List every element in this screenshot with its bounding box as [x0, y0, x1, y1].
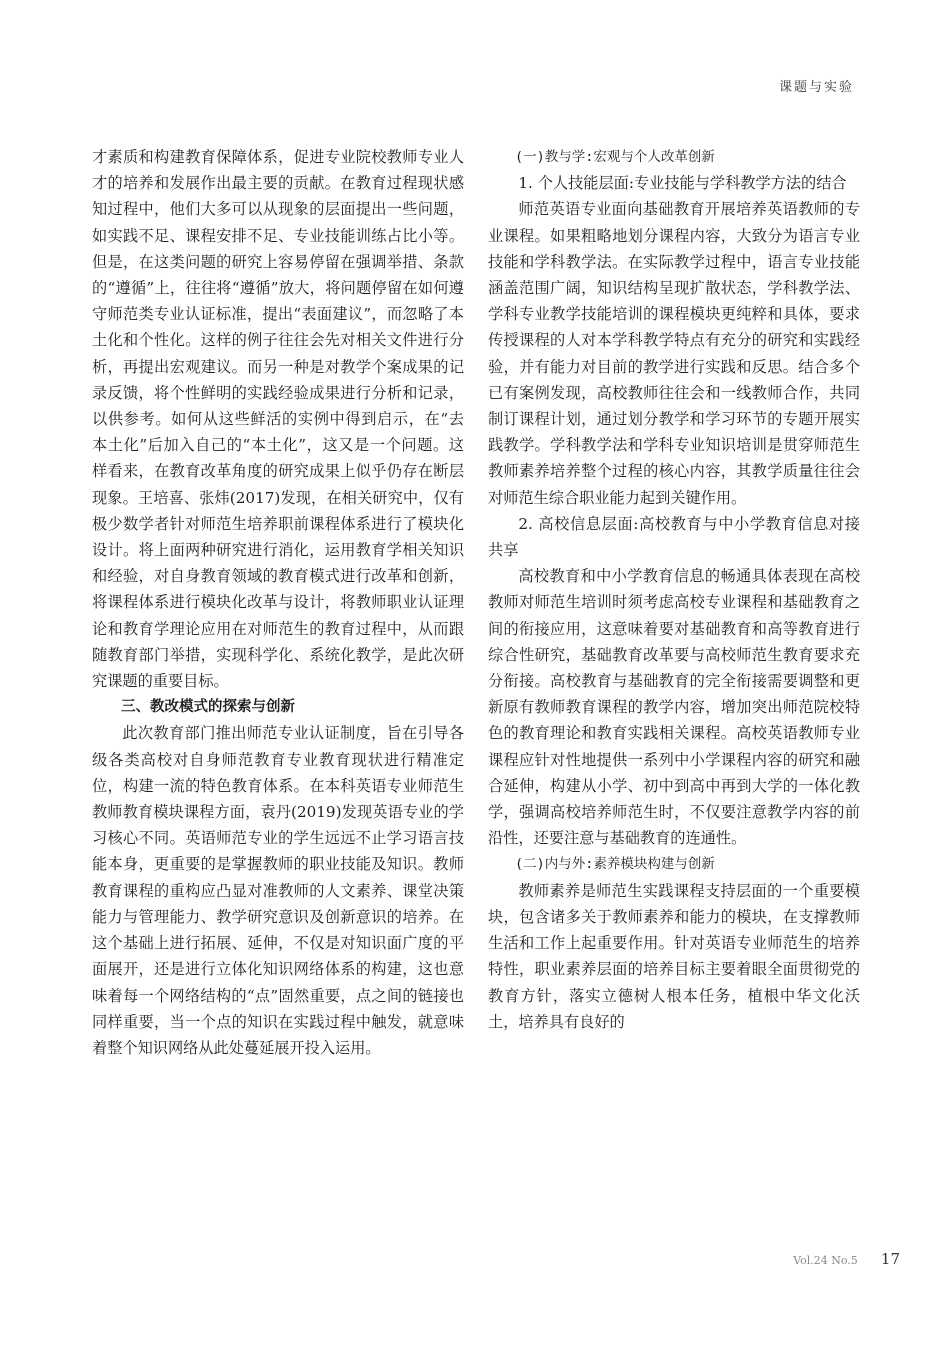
subsection-heading: (二)内与外:素养模块构建与创新 [515, 856, 715, 873]
right-column [488, 144, 860, 1035]
paragraph: 师范英语专业面向基础教育开展培养英语教师的专业课程。如果粗略地划分课程内容，大致分为语言专业技能和学科教学法。在实际教学过程中，语言专业技能涵盖范围广阔，知识结构呈现扩散状态，学科教学法、学科专业教学技能培训的课程模块更纯粹和具体，要求传授课程的人对本学科教学特点有充分的研究和实践经验，并有能力对目前的教学进行实践和反思。结合多个已有案例发现，高校教师往往会和一线教师合作，共同制订课程计划，通过划分教学和学习环节的专题开展实践教学。学科教学法和学科专业知识培训是贯穿师范生教师素养培养整个过程的核心内容，其教学质量往往会对师范生综合职业能力起到关键作用。 [488, 200, 860, 507]
section-title: 三、教改模式的探索与创新 [121, 699, 295, 716]
paragraph: 高校教育和中小学教育信息的畅通具体表现在高校教师对师范生培训时须考虑高校专业课程和基础教育之间的衔接应用，这意味着要对基础教育和高等教育进行综合性研究，基础教育改革要与高校师范生教育要求充分衔接。高校教育与基础教育的完全衔接需要调整和更新原有教师教育课程的教学内容，增加突出师范院校特色的教育理论和教育实践相关课程。高校英语教师专业课程应针对性地提供一系列中小学课程内容的研究和融合延伸，构建从小学、初中到高中再到大学的一体化教学，强调高校培养师范生时，不仅要注意教学内容的前沿性，还要注意与基础教育的连通性。 [488, 567, 860, 848]
page-footer [793, 1249, 900, 1268]
volume-issue: Vol.24 No.5 [793, 1254, 858, 1267]
journal-section-label: 课题与实验 [778, 80, 854, 95]
subsubsection-heading: 2. 高校信息层面:高校教育与中小学教育信息对接共享 [488, 514, 860, 560]
left-column [92, 144, 464, 1061]
paragraph: 教师素养是师范生实践课程支持层面的一个重要模块，包含诸多关于教师素养和能力的模块，在支撑教师生活和工作上起重要作用。针对英语专业师范生的培养特性，职业素养层面的培养目标主要着眼全面贯彻党的教育方针，落实立德树人根本任务，植根中华文化沃土，培养具有良好的 [488, 881, 860, 1031]
paragraph: 才素质和构建教育保障体系，促进专业院校教师专业人才的培养和发展作出最主要的贡献。在教育过程现状感知过程中，他们大多可以从现象的层面提出一些问题，如实践不足、课程安排不足、专业技能训练占比小等。但是，在这类问题的研究上容易停留在强调举措、条款的“遵循”上，往往将“遵循”放大，将问题停留在如何遵守师范类专业认证标准，提出“表面建议”，而忽略了本土化和个性化。这样的例子往往会先对相关文件进行分析，再提出宏观建议。而另一种是对教学个案成果的记录反馈，将个性鲜明的实践经验成果进行分析和记录，以供参考。如何从这些鲜活的实例中得到启示，在“去本土化”后加入自己的“本土化”，这又是一个问题。这样看来，在教育改革角度的研究成果上似乎仍存在断层现象。王培喜、张炜(2017)发现，在相关研究中，仅有极少数学者针对师范生培养职前课程体系进行了模块化设计。将上面两种研究进行消化，运用教育学相关知识和经验，对自身教育领域的教育模式进行改革和创新，将课程体系进行模块化改革与设计，将教师职业认证理论和教育学理论应用在对师范生的教育过程中，从而跟随教育部门举措，实现科学化、系统化教学，是此次研究课题的重要目标。 [92, 148, 464, 691]
subsubsection-heading: 1. 个人技能层面:专业技能与学科教学方法的结合 [518, 174, 847, 193]
subsection-heading: (一)教与学:宏观与个人改革创新 [515, 149, 715, 165]
page-number: 17 [880, 1250, 900, 1268]
paragraph: 此次教育部门推出师范专业认证制度，旨在引导各级各类高校对自身师范教育专业教育现状进行精准定位，构建一流的特色教育体系。在本科英语专业师范生教师教育模块课程方面，袁丹(2019)发现英语专业的学习核心不同。英语师范专业的学生远远不止学习语言技能本身，更重要的是掌握教师的职业技能及知识。教师教育课程的重构应凸显对准教师的人文素养、课堂决策能力与管理能力、教学研究意识及创新意识的培养。在这个基础上进行拓展、延伸，不仅是对知识面广度的平面展开，还是进行立体化知识网络体系的构建，这也意味着每一个网络结构的“点”固然重要，点之间的链接也同样重要，当一个点的知识在实践过程中触发，就意味着整个知识网络从此处蔓延展开投入运用。 [92, 724, 464, 1057]
